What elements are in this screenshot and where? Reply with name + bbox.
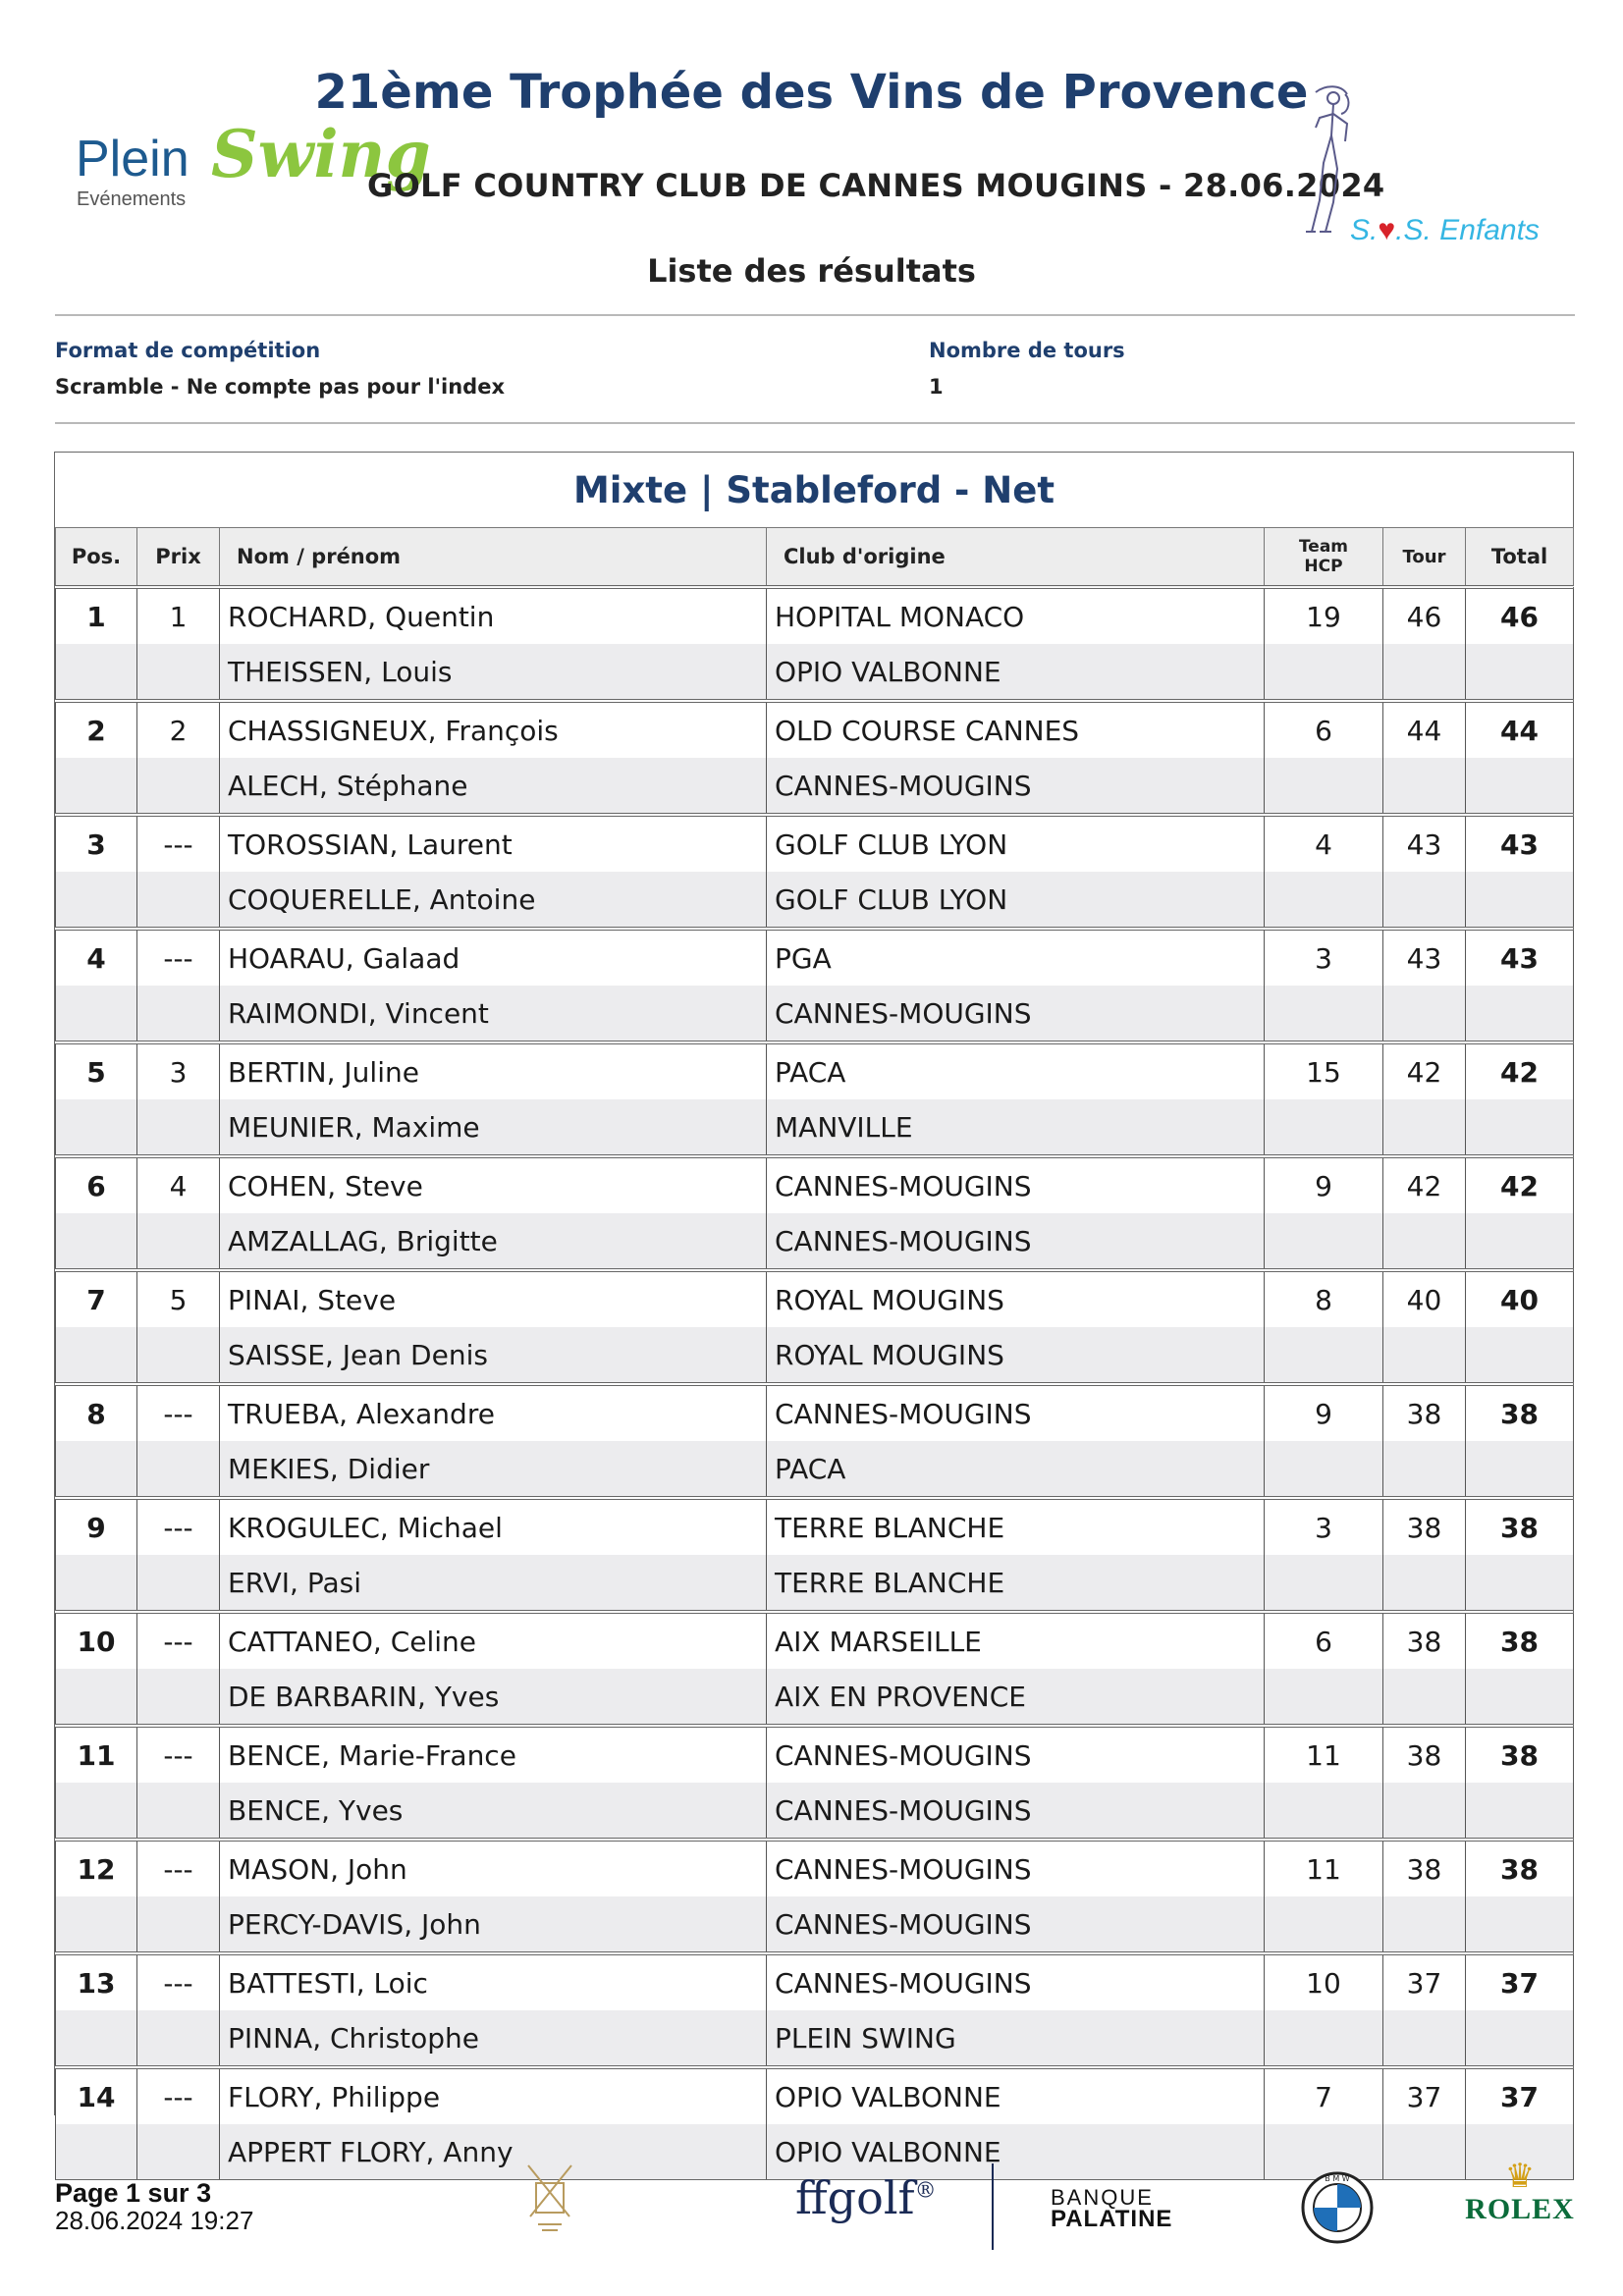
total-score-cell: 38 bbox=[1466, 1498, 1574, 1555]
total-score-cell: 42 bbox=[1466, 1156, 1574, 1213]
empty-cell bbox=[1265, 1783, 1383, 1840]
page-title: 21ème Trophée des Vins de Provence bbox=[314, 65, 1309, 120]
position-cell: 10 bbox=[56, 1612, 137, 1669]
player-name-cell: MEUNIER, Maxime bbox=[220, 1099, 767, 1156]
sponsor-divider bbox=[992, 2163, 994, 2250]
prix-cell: 3 bbox=[137, 1042, 220, 1099]
empty-cell bbox=[56, 1441, 137, 1498]
empty-cell bbox=[1265, 644, 1383, 701]
section-title: Mixte | Stableford - Net bbox=[572, 469, 1055, 511]
results-body bbox=[56, 587, 1574, 2180]
empty-cell bbox=[1466, 1783, 1574, 1840]
player-name-cell: DE BARBARIN, Yves bbox=[220, 1669, 767, 1726]
empty-cell bbox=[1383, 872, 1466, 929]
player-name-cell: ALECH, Stéphane bbox=[220, 758, 767, 815]
format-value: Scramble - Ne compte pas pour l'index bbox=[55, 375, 505, 399]
table-row bbox=[56, 1896, 1574, 1953]
empty-cell bbox=[1466, 758, 1574, 815]
rounds-label: Nombre de tours bbox=[929, 339, 1125, 362]
empty-cell bbox=[1383, 986, 1466, 1042]
total-score-cell: 46 bbox=[1466, 587, 1574, 644]
prix-cell: 1 bbox=[137, 587, 220, 644]
empty-cell bbox=[1265, 1327, 1383, 1384]
position-cell: 5 bbox=[56, 1042, 137, 1099]
bmw-logo-icon bbox=[1301, 2171, 1374, 2244]
club-cell: AIX MARSEILLE bbox=[767, 1612, 1265, 1669]
tour-score-cell: 44 bbox=[1383, 701, 1466, 758]
club-cell: PGA bbox=[767, 929, 1265, 986]
total-score-cell: 38 bbox=[1466, 1840, 1574, 1896]
plein-swing-logo bbox=[74, 116, 431, 214]
table-row bbox=[56, 1270, 1574, 1327]
crown-icon: ♛ bbox=[1504, 2157, 1536, 2196]
table-header-row bbox=[56, 528, 1574, 588]
empty-cell bbox=[1383, 1896, 1466, 1953]
club-cell: CANNES-MOUGINS bbox=[767, 1783, 1265, 1840]
banque-palatine-logo: BANQUE PALATINE bbox=[1051, 2185, 1173, 2232]
team-hcp-cell: 11 bbox=[1265, 1840, 1383, 1896]
empty-cell bbox=[56, 1555, 137, 1612]
team-hcp-cell: 4 bbox=[1265, 815, 1383, 872]
empty-cell bbox=[137, 1555, 220, 1612]
table-row bbox=[56, 1953, 1574, 2010]
empty-cell bbox=[56, 986, 137, 1042]
prix-cell: --- bbox=[137, 1953, 220, 2010]
empty-cell bbox=[137, 872, 220, 929]
table-row bbox=[56, 701, 1574, 758]
table-row bbox=[56, 644, 1574, 701]
document-heading: Liste des résultats bbox=[647, 252, 976, 290]
empty-cell bbox=[56, 1783, 137, 1840]
empty-cell bbox=[1383, 1555, 1466, 1612]
tour-score-cell: 38 bbox=[1383, 1726, 1466, 1783]
club-cell: PACA bbox=[767, 1042, 1265, 1099]
tour-score-cell: 46 bbox=[1383, 587, 1466, 644]
empty-cell bbox=[56, 2124, 137, 2180]
player-name-cell: COHEN, Steve bbox=[220, 1156, 767, 1213]
empty-cell bbox=[1466, 1669, 1574, 1726]
empty-cell bbox=[1265, 1099, 1383, 1156]
empty-cell bbox=[56, 644, 137, 701]
empty-cell bbox=[1466, 986, 1574, 1042]
prix-cell: --- bbox=[137, 1498, 220, 1555]
player-name-cell: RAIMONDI, Vincent bbox=[220, 986, 767, 1042]
club-cell: AIX EN PROVENCE bbox=[767, 1669, 1265, 1726]
empty-cell bbox=[1383, 644, 1466, 701]
col-header-name[interactable]: Nom / prénom bbox=[220, 528, 767, 588]
player-name-cell: MEKIES, Didier bbox=[220, 1441, 767, 1498]
position-cell: 13 bbox=[56, 1953, 137, 2010]
club-cell: TERRE BLANCHE bbox=[767, 1498, 1265, 1555]
player-name-cell: HOARAU, Galaad bbox=[220, 929, 767, 986]
club-cell: MANVILLE bbox=[767, 1099, 1265, 1156]
event-subtitle: GOLF COUNTRY CLUB DE CANNES MOUGINS - 28.06.2024 bbox=[367, 167, 1385, 204]
empty-cell bbox=[1383, 2010, 1466, 2067]
empty-cell bbox=[137, 1783, 220, 1840]
empty-cell bbox=[1383, 1669, 1466, 1726]
player-name-cell: BENCE, Marie-France bbox=[220, 1726, 767, 1783]
empty-cell bbox=[1466, 872, 1574, 929]
empty-cell bbox=[137, 1099, 220, 1156]
empty-cell bbox=[137, 1669, 220, 1726]
total-score-cell: 42 bbox=[1466, 1042, 1574, 1099]
table-row bbox=[56, 986, 1574, 1042]
table-row bbox=[56, 815, 1574, 872]
club-cell: OPIO VALBONNE bbox=[767, 2124, 1265, 2180]
tour-score-cell: 37 bbox=[1383, 2067, 1466, 2124]
club-cell: CANNES-MOUGINS bbox=[767, 1156, 1265, 1213]
empty-cell bbox=[1383, 1099, 1466, 1156]
player-name-cell: PINNA, Christophe bbox=[220, 2010, 767, 2067]
prix-cell: 4 bbox=[137, 1156, 220, 1213]
total-score-cell: 38 bbox=[1466, 1612, 1574, 1669]
table-row bbox=[56, 1441, 1574, 1498]
table-row bbox=[56, 1726, 1574, 1783]
player-name-cell: BERTIN, Juline bbox=[220, 1042, 767, 1099]
player-name-cell: PERCY-DAVIS, John bbox=[220, 1896, 767, 1953]
team-hcp-cell: 6 bbox=[1265, 701, 1383, 758]
empty-cell bbox=[1466, 1327, 1574, 1384]
tour-score-cell: 42 bbox=[1383, 1156, 1466, 1213]
empty-cell bbox=[137, 644, 220, 701]
empty-cell bbox=[1265, 1213, 1383, 1270]
empty-cell bbox=[1265, 1555, 1383, 1612]
total-score-cell: 43 bbox=[1466, 929, 1574, 986]
prix-cell: --- bbox=[137, 1612, 220, 1669]
format-label: Format de compétition bbox=[55, 339, 321, 362]
empty-cell bbox=[137, 1896, 220, 1953]
table-row bbox=[56, 872, 1574, 929]
total-score-cell: 40 bbox=[1466, 1270, 1574, 1327]
club-cell: CANNES-MOUGINS bbox=[767, 1896, 1265, 1953]
empty-cell bbox=[1383, 1327, 1466, 1384]
sos-enfants-text: S.♥.S. Enfants bbox=[1350, 214, 1540, 246]
club-cell: PLEIN SWING bbox=[767, 2010, 1265, 2067]
position-cell: 8 bbox=[56, 1384, 137, 1441]
total-score-cell: 38 bbox=[1466, 1384, 1574, 1441]
logo-tagline: Evénements bbox=[77, 188, 187, 210]
total-score-cell: 43 bbox=[1466, 815, 1574, 872]
prix-cell: --- bbox=[137, 2067, 220, 2124]
empty-cell bbox=[56, 872, 137, 929]
player-name-cell: CATTANEO, Celine bbox=[220, 1612, 767, 1669]
tour-score-cell: 38 bbox=[1383, 1498, 1466, 1555]
empty-cell bbox=[1383, 1213, 1466, 1270]
club-cell: CANNES-MOUGINS bbox=[767, 1953, 1265, 2010]
rounds-value: 1 bbox=[929, 375, 944, 399]
table-row bbox=[56, 587, 1574, 644]
divider bbox=[55, 314, 1575, 316]
empty-cell bbox=[56, 1327, 137, 1384]
player-name-cell: ROCHARD, Quentin bbox=[220, 587, 767, 644]
print-timestamp: 28.06.2024 19:27 bbox=[55, 2206, 254, 2235]
tour-score-cell: 37 bbox=[1383, 1953, 1466, 2010]
player-name-cell: BATTESTI, Loic bbox=[220, 1953, 767, 2010]
club-cell: OPIO VALBONNE bbox=[767, 644, 1265, 701]
table-row bbox=[56, 1099, 1574, 1156]
tour-score-cell: 38 bbox=[1383, 1612, 1466, 1669]
player-name-cell: AMZALLAG, Brigitte bbox=[220, 1213, 767, 1270]
position-cell: 1 bbox=[56, 587, 137, 644]
team-hcp-cell: 6 bbox=[1265, 1612, 1383, 1669]
total-score-cell: 38 bbox=[1466, 1726, 1574, 1783]
player-name-cell: TRUEBA, Alexandre bbox=[220, 1384, 767, 1441]
table-row bbox=[56, 1327, 1574, 1384]
team-hcp-cell: 3 bbox=[1265, 929, 1383, 986]
player-name-cell: MASON, John bbox=[220, 1840, 767, 1896]
club-cell: OPIO VALBONNE bbox=[767, 2067, 1265, 2124]
table-row bbox=[56, 1783, 1574, 1840]
player-name-cell: SAISSE, Jean Denis bbox=[220, 1327, 767, 1384]
empty-cell bbox=[1466, 1099, 1574, 1156]
empty-cell bbox=[137, 1327, 220, 1384]
empty-cell bbox=[1265, 986, 1383, 1042]
player-name-cell: FLORY, Philippe bbox=[220, 2067, 767, 2124]
table-row bbox=[56, 1384, 1574, 1441]
empty-cell bbox=[1265, 1441, 1383, 1498]
player-name-cell: BENCE, Yves bbox=[220, 1783, 767, 1840]
table-row bbox=[56, 2010, 1574, 2067]
rolex-logo: ♛ ROLEX bbox=[1461, 2160, 1579, 2226]
empty-cell bbox=[1383, 758, 1466, 815]
heart-icon: ♥ bbox=[1378, 214, 1396, 246]
team-hcp-cell: 9 bbox=[1265, 1384, 1383, 1441]
empty-cell bbox=[1265, 1896, 1383, 1953]
empty-cell bbox=[1466, 2010, 1574, 2067]
club-cell: ROYAL MOUGINS bbox=[767, 1327, 1265, 1384]
tour-score-cell: 43 bbox=[1383, 929, 1466, 986]
table-row bbox=[56, 1213, 1574, 1270]
col-header-tour[interactable]: Tour bbox=[1383, 528, 1466, 588]
page-number: Page 1 sur 3 bbox=[55, 2178, 212, 2208]
ffgolf-logo: ffgolf® bbox=[795, 2171, 937, 2224]
team-hcp-cell: 15 bbox=[1265, 1042, 1383, 1099]
table-row bbox=[56, 1555, 1574, 1612]
empty-cell bbox=[1265, 872, 1383, 929]
player-name-cell: CHASSIGNEUX, François bbox=[220, 701, 767, 758]
tour-score-cell: 38 bbox=[1383, 1384, 1466, 1441]
position-cell: 14 bbox=[56, 2067, 137, 2124]
empty-cell bbox=[1383, 1783, 1466, 1840]
prix-cell: --- bbox=[137, 815, 220, 872]
club-cell: PACA bbox=[767, 1441, 1265, 1498]
empty-cell bbox=[1466, 1441, 1574, 1498]
table-row bbox=[56, 1840, 1574, 1896]
club-cell: CANNES-MOUGINS bbox=[767, 1726, 1265, 1783]
club-cell: CANNES-MOUGINS bbox=[767, 1384, 1265, 1441]
empty-cell bbox=[137, 758, 220, 815]
cannes-mougins-club-crest-icon bbox=[520, 2160, 579, 2238]
position-cell: 11 bbox=[56, 1726, 137, 1783]
position-cell: 9 bbox=[56, 1498, 137, 1555]
total-score-cell: 37 bbox=[1466, 2067, 1574, 2124]
position-cell: 2 bbox=[56, 701, 137, 758]
team-hcp-cell: 8 bbox=[1265, 1270, 1383, 1327]
prix-cell: --- bbox=[137, 929, 220, 986]
table-row bbox=[56, 1669, 1574, 1726]
empty-cell bbox=[56, 1669, 137, 1726]
position-cell: 3 bbox=[56, 815, 137, 872]
col-header-total[interactable]: Total bbox=[1466, 528, 1574, 588]
empty-cell bbox=[56, 2010, 137, 2067]
empty-cell bbox=[1466, 644, 1574, 701]
prix-cell: --- bbox=[137, 1726, 220, 1783]
col-header-team-hcp[interactable]: Team HCP bbox=[1265, 528, 1383, 588]
position-cell: 6 bbox=[56, 1156, 137, 1213]
club-cell: GOLF CLUB LYON bbox=[767, 872, 1265, 929]
total-score-cell: 37 bbox=[1466, 1953, 1574, 2010]
empty-cell bbox=[137, 1213, 220, 1270]
prix-cell: 5 bbox=[137, 1270, 220, 1327]
table-row bbox=[56, 1156, 1574, 1213]
empty-cell bbox=[137, 2010, 220, 2067]
club-cell: HOPITAL MONACO bbox=[767, 587, 1265, 644]
col-header-prix[interactable]: Prix bbox=[137, 528, 220, 588]
svg-text:B M W: B M W bbox=[1325, 2174, 1350, 2183]
empty-cell bbox=[56, 758, 137, 815]
club-cell: CANNES-MOUGINS bbox=[767, 986, 1265, 1042]
club-cell: TERRE BLANCHE bbox=[767, 1555, 1265, 1612]
player-name-cell: PINAI, Steve bbox=[220, 1270, 767, 1327]
table-row bbox=[56, 1498, 1574, 1555]
empty-cell bbox=[56, 1213, 137, 1270]
table-row bbox=[56, 929, 1574, 986]
empty-cell bbox=[1265, 2010, 1383, 2067]
empty-cell bbox=[137, 1441, 220, 1498]
player-name-cell: TOROSSIAN, Laurent bbox=[220, 815, 767, 872]
empty-cell bbox=[137, 986, 220, 1042]
empty-cell bbox=[1265, 1669, 1383, 1726]
club-cell: CANNES-MOUGINS bbox=[767, 1213, 1265, 1270]
player-name-cell: ERVI, Pasi bbox=[220, 1555, 767, 1612]
club-cell: CANNES-MOUGINS bbox=[767, 758, 1265, 815]
team-hcp-cell: 11 bbox=[1265, 1726, 1383, 1783]
empty-cell bbox=[56, 1099, 137, 1156]
club-cell: GOLF CLUB LYON bbox=[767, 815, 1265, 872]
prix-cell: --- bbox=[137, 1384, 220, 1441]
tour-score-cell: 38 bbox=[1383, 1840, 1466, 1896]
empty-cell bbox=[1466, 1213, 1574, 1270]
empty-cell bbox=[1466, 1896, 1574, 1953]
club-cell: OLD COURSE CANNES bbox=[767, 701, 1265, 758]
club-cell: ROYAL MOUGINS bbox=[767, 1270, 1265, 1327]
col-header-club[interactable]: Club d'origine bbox=[767, 528, 1265, 588]
player-name-cell: APPERT FLORY, Anny bbox=[220, 2124, 767, 2180]
tour-score-cell: 42 bbox=[1383, 1042, 1466, 1099]
col-header-pos[interactable]: Pos. bbox=[56, 528, 137, 588]
logo-word-swing: Swing bbox=[211, 116, 431, 192]
team-hcp-cell: 19 bbox=[1265, 587, 1383, 644]
empty-cell bbox=[1383, 2124, 1466, 2180]
club-cell: CANNES-MOUGINS bbox=[767, 1840, 1265, 1896]
team-hcp-cell: 9 bbox=[1265, 1156, 1383, 1213]
team-hcp-cell: 7 bbox=[1265, 2067, 1383, 2124]
prix-cell: 2 bbox=[137, 701, 220, 758]
table-row bbox=[56, 758, 1574, 815]
empty-cell bbox=[1265, 758, 1383, 815]
logo-word-plein: Plein bbox=[76, 131, 189, 187]
prix-cell: --- bbox=[137, 1840, 220, 1896]
tour-score-cell: 40 bbox=[1383, 1270, 1466, 1327]
empty-cell bbox=[56, 1896, 137, 1953]
divider bbox=[55, 422, 1575, 424]
player-name-cell: KROGULEC, Michael bbox=[220, 1498, 767, 1555]
position-cell: 4 bbox=[56, 929, 137, 986]
results-table bbox=[55, 527, 1574, 2180]
player-name-cell: COQUERELLE, Antoine bbox=[220, 872, 767, 929]
empty-cell bbox=[137, 2124, 220, 2180]
player-name-cell: THEISSEN, Louis bbox=[220, 644, 767, 701]
position-cell: 12 bbox=[56, 1840, 137, 1896]
table-row bbox=[56, 1042, 1574, 1099]
team-hcp-cell: 10 bbox=[1265, 1953, 1383, 2010]
empty-cell bbox=[1466, 1555, 1574, 1612]
position-cell: 7 bbox=[56, 1270, 137, 1327]
empty-cell bbox=[1383, 1441, 1466, 1498]
tour-score-cell: 43 bbox=[1383, 815, 1466, 872]
sos-enfants-logo bbox=[1267, 84, 1581, 251]
table-row bbox=[56, 1612, 1574, 1669]
team-hcp-cell: 3 bbox=[1265, 1498, 1383, 1555]
total-score-cell: 44 bbox=[1466, 701, 1574, 758]
table-row bbox=[56, 2067, 1574, 2124]
